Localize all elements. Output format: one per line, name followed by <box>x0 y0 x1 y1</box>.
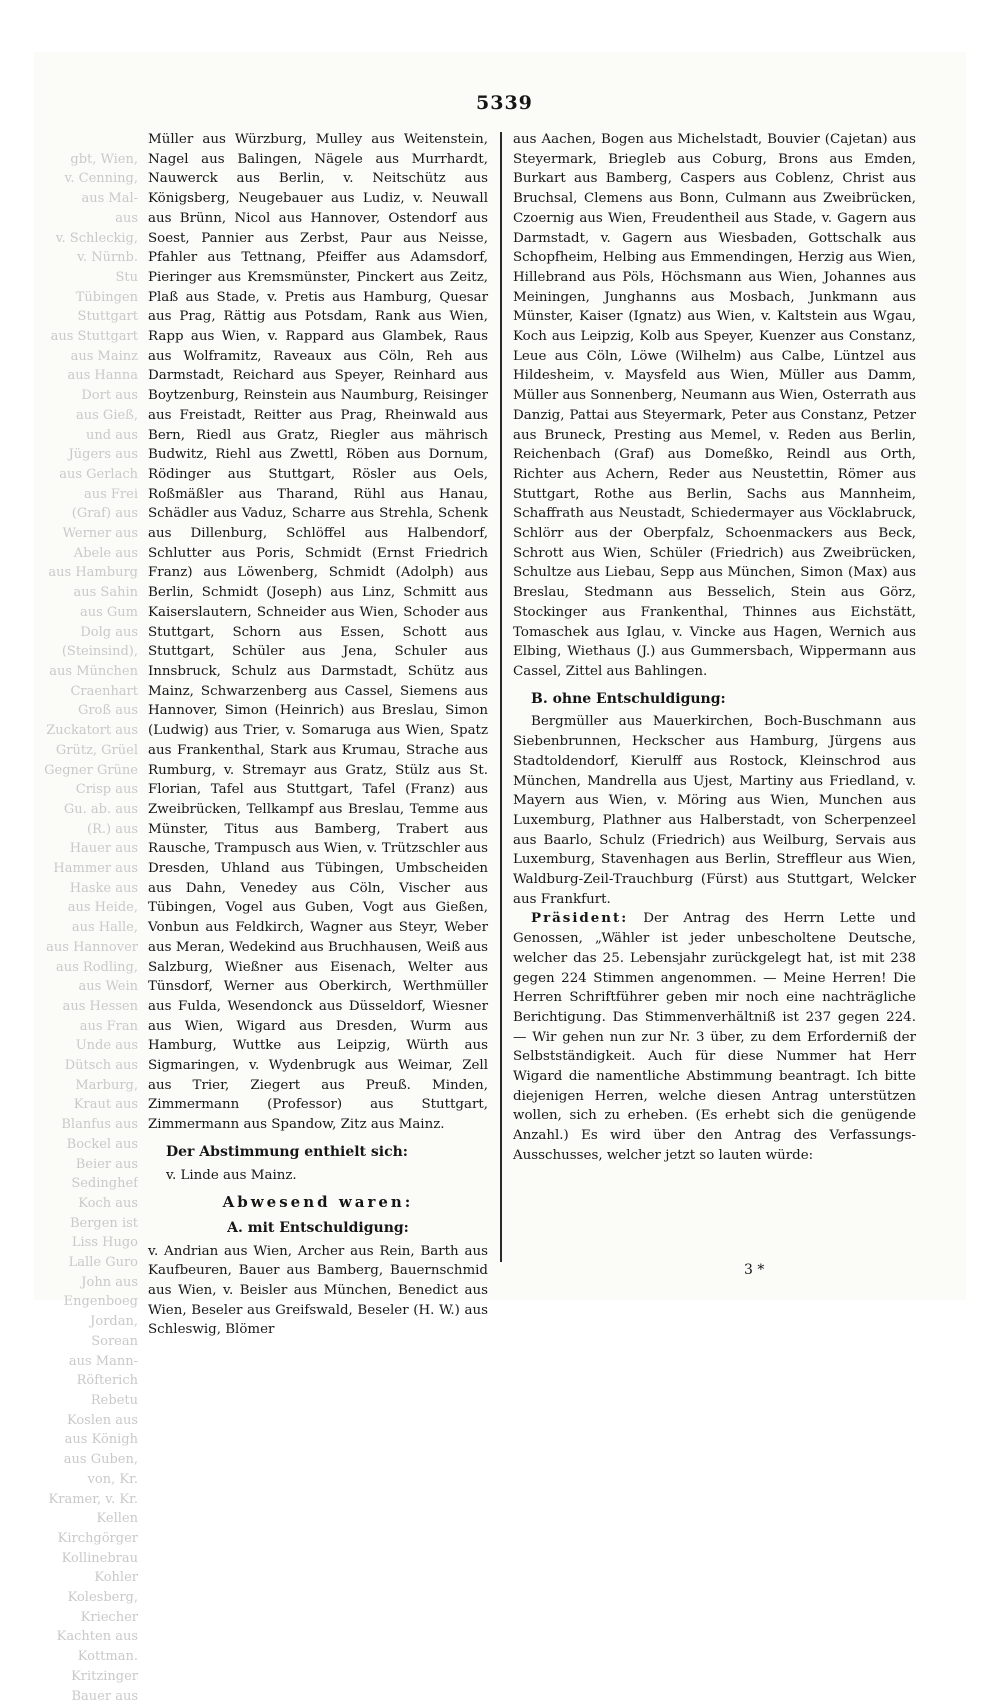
voter-list-continued: Müller aus Würzburg, Mulley aus Weitenstein, Nagel aus Balingen, Nägele aus Murrhardt, Nauwerck aus Berlin, v. Neitschütz aus Königsberg, Neugebauer aus Ludiz, v. Neuwall aus Brünn, Nicol aus Hannover, Ostendorf aus Soest, Pannier aus Zerbst, Paur aus Neisse, Pfahler aus Tettnang, Pfeiffer aus Adamsdorf, Pieringer aus Kremsmünster, Pinckert aus Zeitz, Plaß aus Stade, v. Pretis aus Hamburg, Quesar aus Prag, Rättig aus Potsdam, Rank aus Wien, Rapp aus Wien, v. Rappard aus Glambek, Raus aus Wolframitz, Raveaux aus Cöln, Reh aus Darmstadt, Reichard aus Speyer, Reinhard aus Boytzenburg, Reinstein aus Naumburg, Reisinger aus Freistadt, Reitter aus Prag, Rheinwald aus Bern, Riedl aus Gratz, Riegler aus mährisch Budwitz, Riehl aus Zwettl, Röben aus Dornum, Rödinger aus Stuttgart, Rösler aus Oels, Roßmäßler aus Tharand, Rühl aus Hanau, Schädler aus Vaduz, Scharre aus Strehla, Schenk aus Dillenburg, Schlöffel aus Halbendorf, Schlutter aus Poris, Schmidt (Ernst Friedrich Franz) aus Löwenberg, Schmidt (Adolph) aus Berlin, Schmidt (Joseph) aus Linz, Schmitt aus Kaiserslautern, Schneider aus Wien, Schoder aus Stuttgart, Schorn aus Essen, Schott aus Stuttgart, Schüler aus Jena, Schuler aus Innsbruck, Schulz aus Darmstadt, Schütz aus Mainz, Schwarzenberg aus Cassel, Siemens aus Hannover, Simon (Heinrich) aus Breslau, Simon (Ludwig) aus Trier, v. Somaruga aus Wien, Spatz aus Frankenthal, Stark aus Krumau, Strache aus Rumburg, v. Stremayr aus Gratz, Stülz aus St. Florian, Tafel aus Stuttgart, Tafel (Franz) aus Zweibrücken, Tellkampf aus Breslau, Temme aus Münster, Titus aus Bamberg, Trabert aus Rausche, Trampusch aus Wien, v. Trützschler aus Dresden, Uhland aus Tübingen, Umbscheiden aus Dahn, Venedey aus Cöln, Vischer aus Tübingen, Vogel aus Guben, Vogt aus Gießen, Vonbun aus Feldkirch, Wagner aus Steyr, Weber aus Meran, Wedekind aus Bruchhausen, Weiß aus Salzburg, Wießner aus Eisenach, Welter aus Tünsdorf, Werner aus Oberkirch, Werthmüller aus Fulda, Wesendonck aus Düsseldorf, Wiesner aus Wien, Wigard aus Dresden, Wurm aus Hamburg, Wuttke aus Leipzig, Würth aus Sigmaringen, v. Wydenbrugk aus Weimar, Zell aus Trier, Ziegert aus Preuß. Minden, Zimmermann (Professor) aus Stuttgart, Zimmermann aus Spandow, Zitz aus Mainz. <box>148 132 488 1133</box>
unexcused-names: Bergmüller aus Mauerkirchen, Boch-Buschmann aus Siebenbrunnen, Heckscher aus Hamburg, Jürgens aus Stadtoldendorf, Kierulff aus Rostock, Kleinschrod aus München, Mandrella aus Ujest, Martiny aus Friedland, v. Mayern aus Wien, v. Möring aus Wien, Munchen aus Luxemburg, Plathner aus Halberstadt, von Scherpenzeel aus Baarlo, Schulz (Friedrich) aus Weilburg, Servais aus Luxemburg, Stavenhagen aus Berlin, Streffleur aus Wien, Waldburg-Zeil-Trauchburg (Fürst) aus Stuttgart, Welcker aus Frankfurt. <box>513 714 916 907</box>
president-text: Der Antrag des Herrn Lette und Genossen, „Wähler ist jeder unbescholtene Deutsche, welcher das 25. Lebensjahr zurückgelegt hat, ist mit 238 gegen 224 Stimmen angenommen. — Meine Herren! Die Herren Schriftführer geben mir noch eine nachträgliche Berichtigung. Das Stimmenverhältniß ist 237 gegen 224. — Wir gehen nun zur Nr. 3 über, zu dem Erforderniß der Selbstständigkeit. Auch für diese Nummer hat Herr Wigard die namentliche Abstimmung beantragt. Ich bitte diejenigen Herren, welche diesen Antrag unterstützen wollen, sich zu erheben. (Es erhebt sich die genügende Anzahl.) Es wird über den Antrag des Verfassungs-Ausschusses, welcher jetzt so lauten würde: <box>513 911 916 1163</box>
bleed-through-left: gbt, Wien, v. Cenning, aus Mal- aus v. Schleckig, v. Nürnb. Stu Tübingen Stuttgart aus Stuttgart aus Mainz aus Hanna Dort aus aus Gieß, und aus Jügers aus aus Gerlach aus Frei (Graf) aus Werner aus Abele aus aus Hamburg aus Sahin aus Gum Dolg aus (Steinsind), aus München Craenhart Groß aus Zuckatort aus Grütz, Grüel Gegner Grüne Crisp aus Gu. ab. aus (R.) aus Hauer aus Hammer aus Haske aus aus Heide, aus Halle, aus Hannover aus Rodling, aus Wein aus Hessen aus Fran Unde aus Dütsch aus Marburg, Kraut aus Blanfus aus Bockel aus Beier aus Sedinghef Koch aus Bergen ist Liss Hugo Lalle Guro John aus Engenboeg Jordan, Sorean aus Mann- Röfterich Rebetu Koslen aus aus Königh aus Guben, von, Kr. Kramer, v. Kr. Kellen Kirchgörger Kollinebrau Kohler Kolesberg, Kriecher Kachten aus Kottman. Kritzinger Bauer aus <box>44 151 138 1704</box>
president-statement <box>513 909 916 1165</box>
page-number: 5339 <box>476 92 533 114</box>
excused-heading: A. mit Entschuldigung: <box>227 1219 409 1236</box>
abstain-names: v. Linde aus Mainz. <box>166 1167 297 1183</box>
signature-mark: 3 * <box>744 1262 765 1278</box>
excused-names-part-2: aus Aachen, Bogen aus Michelstadt, Bouvier (Cajetan) aus Steyermark, Briegleb aus Coburg, Brons aus Emden, Burkart aus Bamberg, Caspers aus Coblenz, Christ aus Bruchsal, Clemens aus Bonn, Culmann aus Zweibrücken, Czoernig aus Wien, Freudentheil aus Stade, v. Gagern aus Darmstadt, v. Gagern aus Wiesbaden, Gottschalk aus Schopfheim, Helbing aus Emmendingen, Herzig aus Wien, Hillebrand aus Pöls, Höchsmann aus Wien, Johannes aus Meiningen, Junghanns aus Mosbach, Junkmann aus Münster, Kaiser (Ignatz) aus Wien, v. Kaltstein aus Wgau, Koch aus Leipzig, Kolb aus Speyer, Kuenzer aus Constanz, Leue aus Cöln, Löwe (Wilhelm) aus Calbe, Lüntzel aus Hildesheim, v. Maysfeld aus Wien, Müller aus Damm, Müller aus Sonnenberg, Neumann aus Wien, Osterrath aus Danzig, Pattai aus Steyermark, Peter aus Constanz, Petzer aus Bruneck, Presting aus Memel, v. Reden aus Berlin, Reichenbach (Graf) aus Domeßko, Reindl aus Orth, Richter aus Achern, Reder aus Neustettin, Römer aus Stuttgart, Rothe aus Berlin, Sachs aus Mannheim, Schaffrath aus Neustadt, Schiedermayer aus Vöcklabruck, Schlörr aus der Oberpfalz, Schoenmackers aus Beck, Schrott aus Wien, Schüler (Friedrich) aus Zweibrücken, Schultze aus Liebau, Sepp aus München, Simon (Max) aus Breslau, Stedmann aus Besselich, Stein aus Görz, Stockinger aus Frankenthal, Thinnes aus Eichstätt, Tomaschek aus Iglau, v. Vincke aus Hagen, Wernich aus Elbing, Wiethaus (J.) aus Gummersbach, Wippermann aus Cassel, Zittel aus Bahlingen. <box>513 132 916 679</box>
column-divider <box>500 132 502 1262</box>
abstain-heading: Der Abstimmung enthielt sich: <box>166 1143 408 1160</box>
unexcused-heading: B. ohne Entschuldigung: <box>531 690 726 707</box>
president-label: Präsident: <box>531 910 629 927</box>
right-column <box>513 130 916 1166</box>
absent-heading: Abwesend waren: <box>222 1193 414 1212</box>
excused-names-part-1: v. Andrian aus Wien, Archer aus Rein, Barth aus Kaufbeuren, Bauer aus Bamberg, Bauernschmid aus Wien, v. Beisler aus München, Benedict aus Wien, Beseler aus Greifswald, Beseler (H. W.) aus Schleswig, Blömer <box>148 1243 488 1338</box>
left-column <box>148 130 488 1340</box>
